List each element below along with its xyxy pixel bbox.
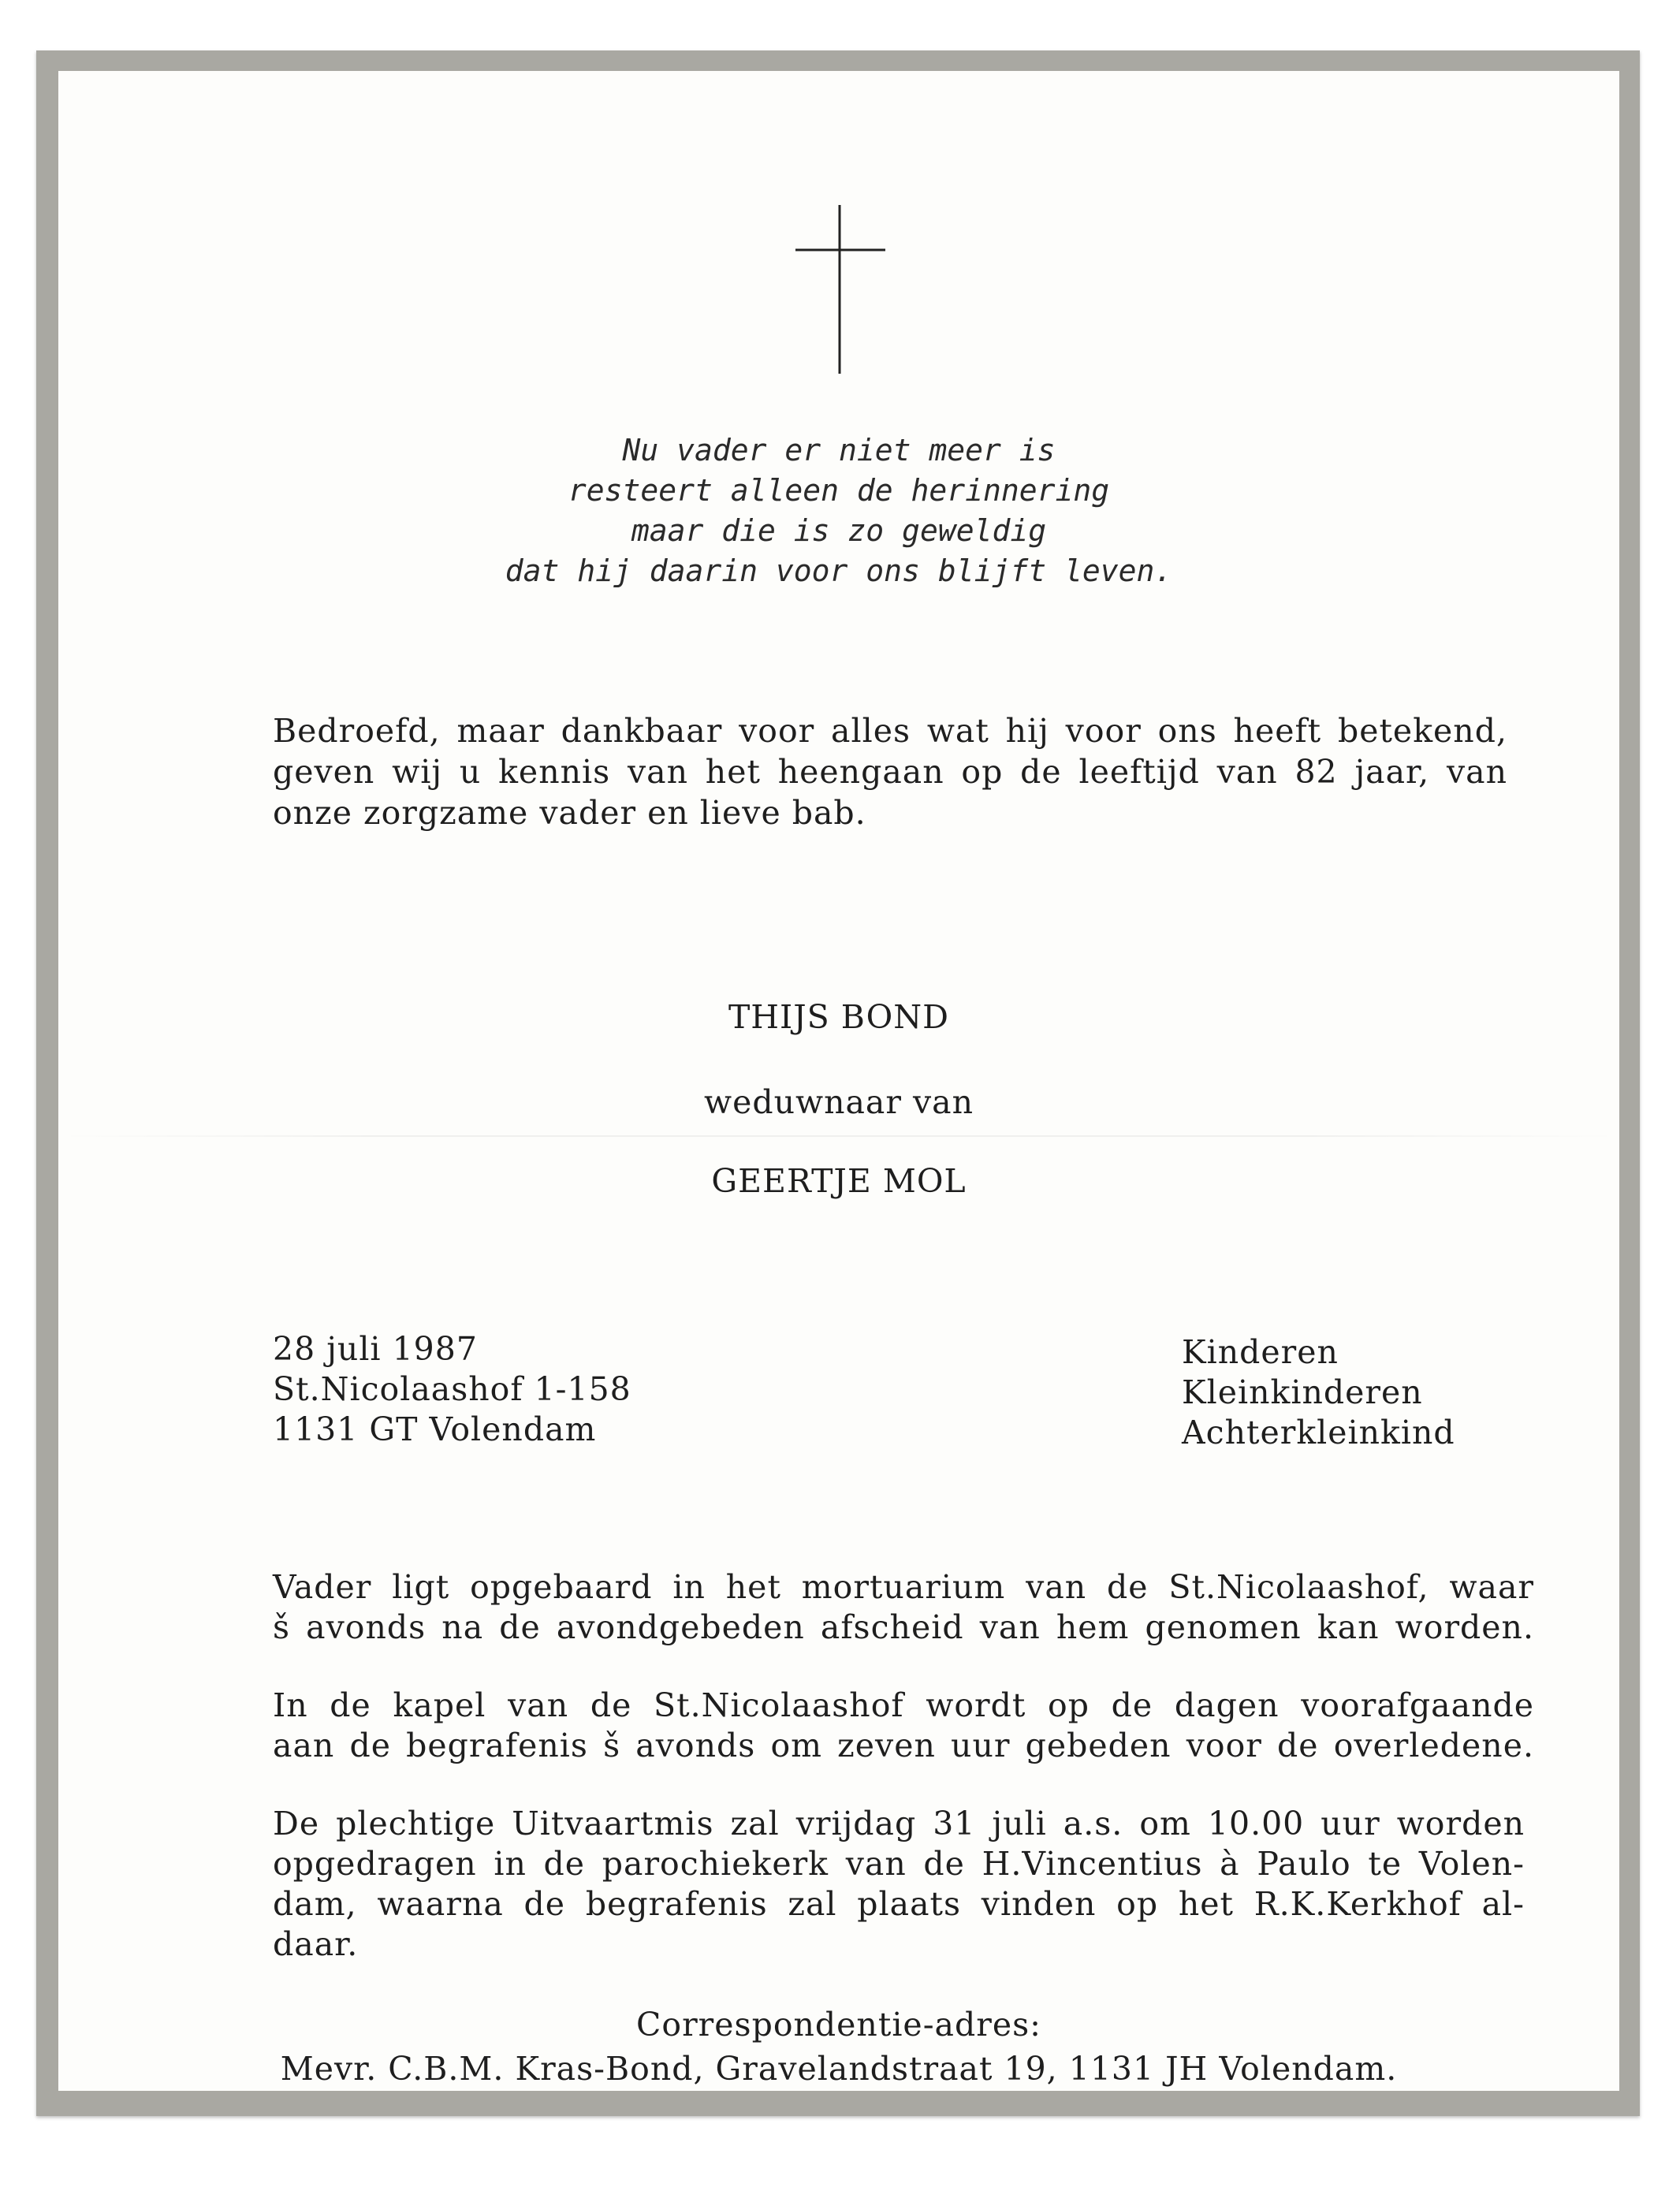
- correspondence-label: Correspondentie-adres:: [636, 2006, 1041, 2044]
- family-line: Kinderen: [1182, 1333, 1339, 1371]
- paragraph-line: š avonds na de avondgebeden afscheid van hem genomen kan worden.: [273, 1608, 1534, 1646]
- paragraph-line: In de kapel van de St.Nicolaashof wordt op de dagen voorafgaande: [273, 1686, 1534, 1724]
- correspondence-address: Mevr. C.B.M. Kras-Bond, Gravelandstraat 19, 1131 JH Volendam.: [280, 2050, 1398, 2088]
- date-address-block: [273, 1329, 631, 1450]
- prayer-paragraph: [273, 1686, 1534, 1766]
- viewing-paragraph: [273, 1567, 1534, 1648]
- poem: [58, 430, 1619, 591]
- family-line: Kleinkinderen: [1182, 1373, 1423, 1411]
- family-line: Achterkleinkind: [1182, 1414, 1455, 1451]
- widower-label: weduwnaar van: [703, 1083, 974, 1121]
- paragraph-line: De plechtige Uitvaartmis zal vrijdag 31 juli a.s. om 10.00 uur worden: [273, 1805, 1525, 1842]
- paragraph-line: opgedragen in de parochiekerk van de H.Vincentius à Paulo te Volen-: [273, 1845, 1525, 1883]
- poem-line: resteert alleen de herinnering: [568, 473, 1110, 508]
- intro-line: Bedroefd, maar dankbaar voor alles wat hij voor ons heeft betekend,: [273, 712, 1507, 750]
- spouse-name: GEERTJE MOL: [711, 1162, 967, 1200]
- memorial-card-frame: [36, 50, 1640, 2116]
- paragraph-line: dam, waarna de begrafenis zal plaats vinden op het R.K.Kerkhof al-: [273, 1885, 1525, 1923]
- intro-line: geven wij u kennis van het heengaan op de leeftijd van 82 jaar, van: [273, 753, 1507, 791]
- date-line: 28 juli 1987: [273, 1330, 478, 1368]
- paragraph-line: aan de begrafenis š avonds om zeven uur gebeden voor de overledene.: [273, 1727, 1534, 1764]
- poem-line: Nu vader er niet meer is: [622, 433, 1056, 468]
- cross-icon: [58, 71, 1680, 426]
- city-line: 1131 GT Volendam: [273, 1410, 597, 1448]
- poem-line: dat hij daarin voor ons blijft leven.: [505, 553, 1173, 588]
- memorial-card: [58, 71, 1619, 2091]
- intro-line: onze zorgzame vader en lieve bab.: [273, 794, 866, 832]
- family-block: [1182, 1332, 1455, 1453]
- paragraph-line: Vader ligt opgebaard in het mortuarium van de St.Nicolaashof, waar: [273, 1568, 1534, 1606]
- address-line: St.Nicolaashof 1-158: [273, 1370, 631, 1408]
- deceased-name: THIJS BOND: [728, 998, 950, 1036]
- poem-line: maar die is zo geweldig: [631, 513, 1047, 548]
- paragraph-line: daar.: [273, 1925, 359, 1963]
- funeral-paragraph: [273, 1804, 1525, 1965]
- intro-paragraph: [273, 710, 1507, 833]
- fold-crease: [58, 1135, 1619, 1137]
